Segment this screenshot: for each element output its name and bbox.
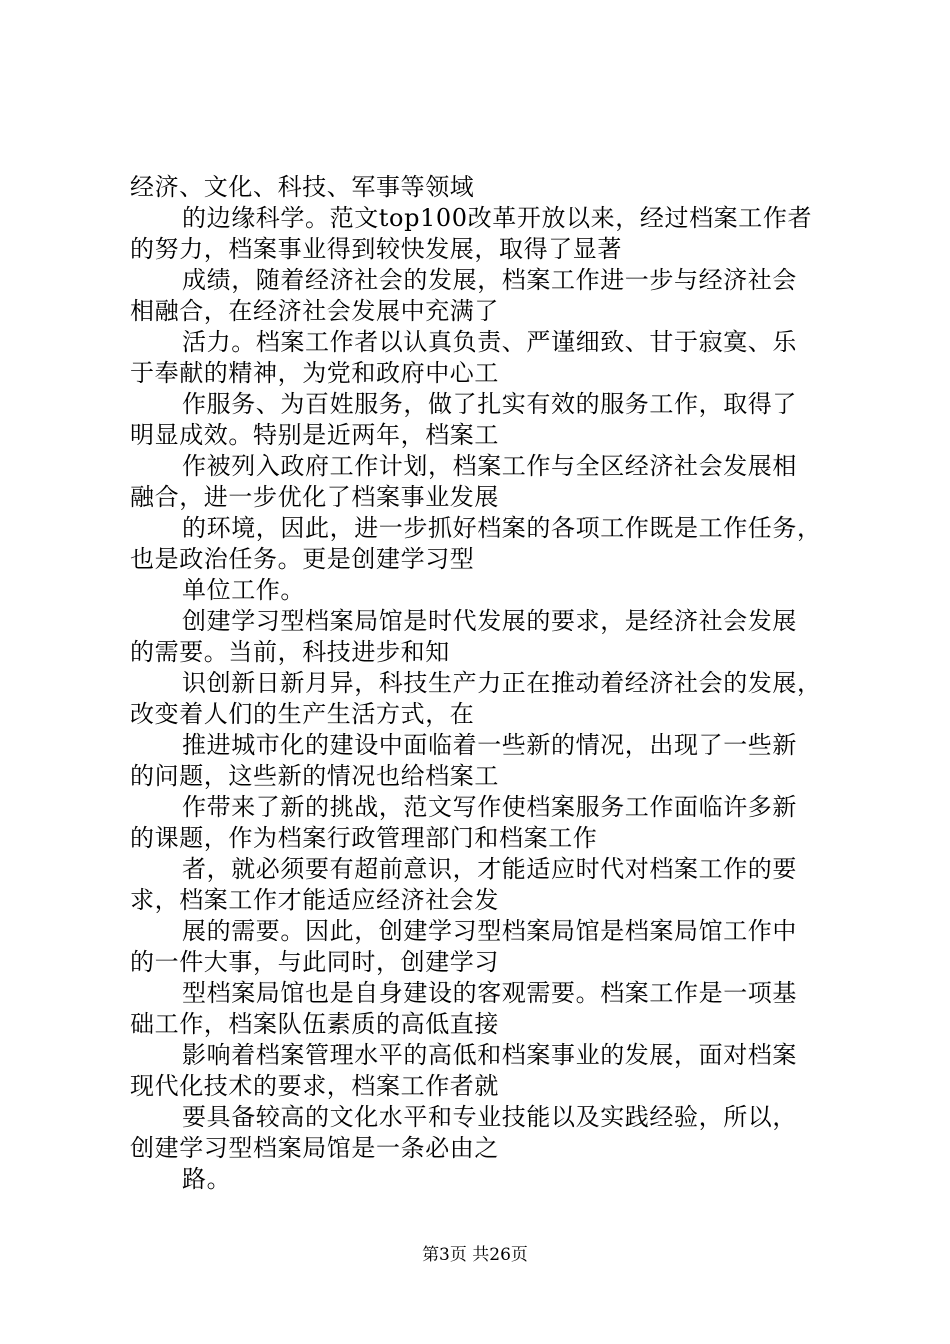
text-line: 创建学习型档案局馆是时代发展的要求，是经济社会发展 xyxy=(182,607,797,635)
text-line: 成绩，随着经济社会的发展，档案工作进一步与经济社会 xyxy=(182,266,797,294)
text-line: 求，档案工作才能适应经济社会发 xyxy=(130,886,499,914)
text-line: 型档案局馆也是自身建设的客观需要。档案工作是一项基 xyxy=(182,979,797,1007)
text-line: 的一件大事，与此同时，创建学习 xyxy=(130,948,499,976)
text-line: 要具备较高的文化水平和专业技能以及实践经验，所以， xyxy=(182,1103,797,1131)
text-line: 于奉献的精神，为党和政府中心工 xyxy=(130,359,499,387)
text-line: 作带来了新的挑战，范文写作使档案服务工作面临许多新 xyxy=(182,793,797,821)
text-line: 改变着人们的生产生活方式，在 xyxy=(130,700,475,728)
text-line: 融合，进一步优化了档案事业发展 xyxy=(130,483,499,511)
text-line: 活力。档案工作者以认真负责、严谨细致、甘于寂寞、乐 xyxy=(182,328,797,356)
text-line: 经济、文化、科技、军事等领域 xyxy=(130,173,475,201)
text-line: 的边缘科学。范文top100改革开放以来，经过档案工作者 xyxy=(182,204,813,232)
text-line: 础工作，档案队伍素质的高低直接 xyxy=(130,1010,499,1038)
page-number-footer: 第3页 共26页 xyxy=(422,1245,528,1265)
text-line: 的需要。当前，科技进步和知 xyxy=(130,638,450,666)
text-line: 也是政治任务。更是创建学习型 xyxy=(130,545,475,573)
text-line: 作被列入政府工作计划，档案工作与全区经济社会发展相 xyxy=(182,452,797,480)
text-line: 影响着档案管理水平的高低和档案事业的发展，面对档案 xyxy=(182,1041,797,1069)
text-line: 的努力，档案事业得到较快发展，取得了显著 xyxy=(130,235,622,263)
text-line: 现代化技术的要求，档案工作者就 xyxy=(130,1072,499,1100)
text-line: 作服务、为百姓服务，做了扎实有效的服务工作，取得了 xyxy=(182,390,797,418)
text-line: 的课题，作为档案行政管理部门和档案工作 xyxy=(130,824,598,852)
text-line: 相融合，在经济社会发展中充满了 xyxy=(130,297,499,325)
text-line: 的环境，因此，进一步抓好档案的各项工作既是工作任务， xyxy=(182,514,822,542)
text-line: 创建学习型档案局馆是一条必由之 xyxy=(130,1134,499,1162)
text-line: 单位工作。 xyxy=(182,576,305,604)
text-line: 展的需要。因此，创建学习型档案局馆是档案局馆工作中 xyxy=(182,917,797,945)
text-line: 推进城市化的建设中面临着一些新的情况，出现了一些新 xyxy=(182,731,797,759)
text-line: 识创新日新月异，科技生产力正在推动着经济社会的发展， xyxy=(182,669,822,697)
text-line: 路。 xyxy=(182,1165,232,1193)
text-line: 者，就必须要有超前意识，才能适应时代对档案工作的要 xyxy=(182,855,797,883)
body-text xyxy=(130,172,850,1195)
text-line: 的问题，这些新的情况也给档案工 xyxy=(130,762,499,790)
text-line: 明显成效。特别是近两年，档案工 xyxy=(130,421,499,449)
